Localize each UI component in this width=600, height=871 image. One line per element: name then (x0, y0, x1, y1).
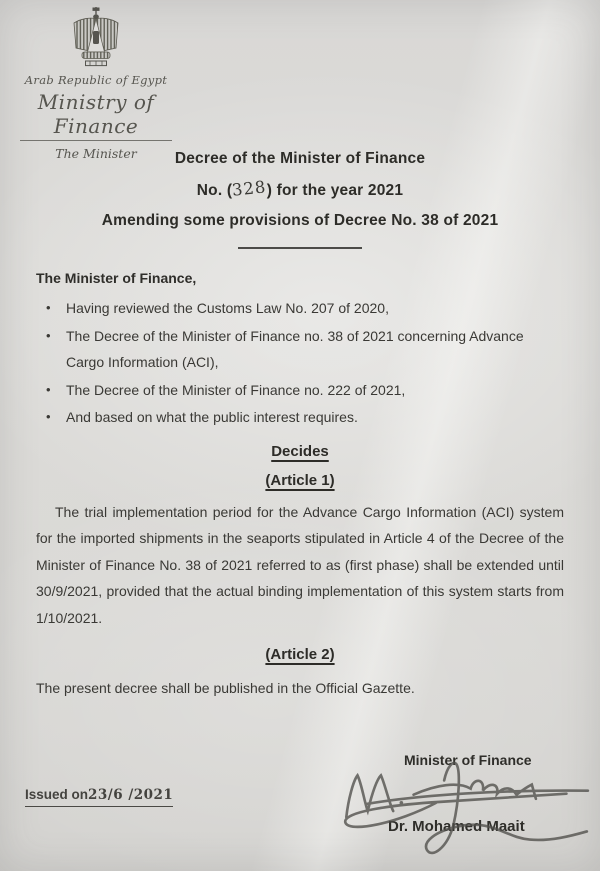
preamble-opening: The Minister of Finance, (36, 270, 197, 286)
bullet-marker-icon: • (46, 409, 51, 424)
decree-no-suffix: ) for the year 2021 (266, 182, 404, 199)
issued-on-line (25, 787, 173, 807)
bullet-marker-icon: • (46, 381, 51, 397)
minister-line: The Minister (55, 146, 137, 161)
issued-label: Issued on (25, 787, 89, 802)
handwritten-signature-icon (330, 758, 595, 860)
preamble-bullet-3: • The Decree of the Minister of Finance no. 222 of 2021, (66, 377, 564, 404)
decree-title-line3: Amending some provisions of Decree No. 38 of 2021 (101, 212, 499, 229)
preamble-bullet-2: • The Decree of the Minister of Finance no. 38 of 2021 concerning Advance Cargo Information (ACI), (66, 323, 564, 376)
bullet-marker-icon: • (46, 327, 51, 343)
article2-body: The present decree shall be published in the Official Gazette. (36, 680, 415, 696)
preamble-bullet-list (0, 295, 564, 431)
article1-body: The trial implementation period for the Advance Cargo Information (ACI) system for the imported shipments in the seaports stipulated in Article 4 of the Decree of the Minister of Finance No. 38 of 2021 referred to as (first phase) shall be extended until 30/9/2021, provided that the actual binding implementation of this system starts from 1/10/2021. (36, 503, 564, 626)
decree-no-prefix: No. ( (196, 182, 233, 199)
article2-heading: (Article 2) (265, 646, 335, 663)
bullet-marker-icon: • (46, 300, 51, 315)
decides-heading: Decides (271, 442, 329, 460)
preamble-bullet-1: • Having reviewed the Customs Law No. 207 of 2020, (66, 295, 564, 322)
decree-title-line1: Decree of the Minister of Finance (174, 150, 426, 167)
decree-title-line2 (0, 177, 600, 200)
issued-date-handwritten: 23/6 /2021 (88, 787, 174, 803)
signatory-name: Dr. Mohamed Maait (388, 818, 525, 835)
egypt-eagle-emblem-icon (69, 6, 123, 68)
letterhead (2, 6, 190, 161)
preamble-bullet-4: • And based on what the public interest requires. (66, 404, 564, 431)
republic-line: Arab Republic of Egypt (24, 73, 168, 87)
title-divider-rule (238, 247, 362, 249)
article1-heading: (Article 1) (265, 471, 335, 489)
ministry-line: Ministry of Finance (37, 90, 155, 138)
decree-number-handwritten: 328 (231, 177, 268, 200)
ministry-underline (20, 140, 172, 141)
signature-title: Minister of Finance (404, 752, 532, 768)
